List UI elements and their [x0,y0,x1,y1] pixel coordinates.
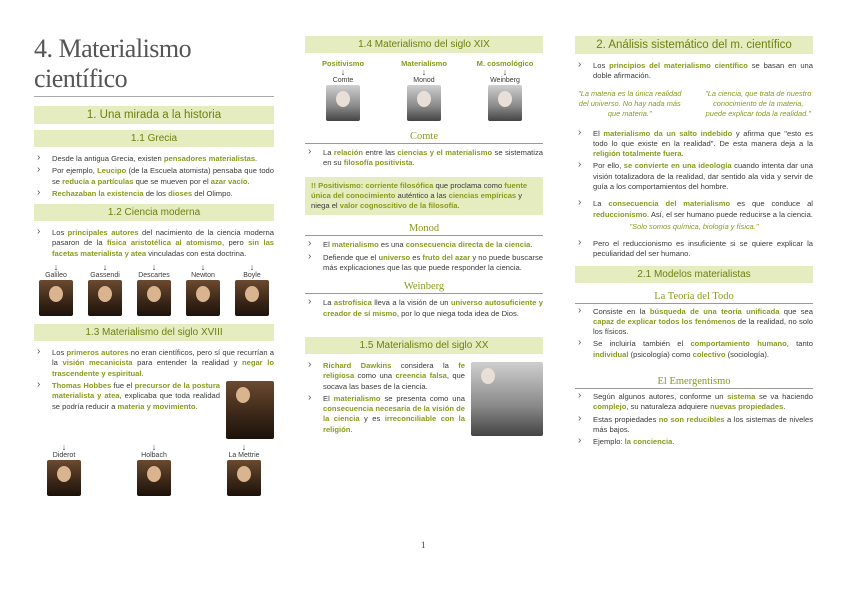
reduccionismo-list [575,199,813,220]
portrait-image [186,280,220,316]
grecia-list [34,154,274,199]
quote-quimica: "Solo somos química, biología y física." [629,221,759,231]
section-heading-1: 1. Una mirada a la historia [34,106,274,124]
list-item: › Thomas Hobbes fue el precursor de la postura materialista y atea, explicaba que toda realidad se podría reducir a materia y movimiento. [34,381,274,412]
list-item: › El materialismo da un salto indebido y afirma que "esto es todo lo que existe en la realidad". De esta manera deja a la religión totalmente fuera. [575,129,813,160]
list-item: › La consecuencia del materialismo es que conduce al reduccionismo. Así, el ser humano puede reducirse a la ciencia. [575,199,813,220]
page-number: 1 [421,540,426,550]
comte-heading: Comte [305,131,543,144]
list-item: › Por ello, se convierte en una ideología cuando intenta dar una visión totalizadora de la realidad, dar sentido ala vida y servir de guía a los comportamientos del hombre. [575,161,813,192]
portrait-image [407,85,441,121]
section-heading-1-2: 1.2 Ciencia moderna [34,204,274,221]
column-3 [575,30,813,450]
teoria-todo-heading: La Teoría del Todo [575,291,813,304]
authors-row [34,443,274,496]
scientist-gassendi: ↓ Gassendi [83,263,127,316]
list-item: › Richard Dawkins considera la fe religiosa como una creencia falsa, que socava las bases de la ciencia. [305,361,543,392]
list-item: › Consiste en la búsqueda de una teoría unificada que sea capaz de explicar todos los fenómenos de la realidad, no solo los físicos. [575,307,813,338]
weinberg-list [305,298,543,319]
list-item: › Por ejemplo, Leucipo (de la Escuela atomista) pensaba que todo se reducía a partículas que se mueven por el azar vacío. [34,166,274,187]
current-m-cosmologico: M. cosmológico ↓ Weinberg [475,59,535,121]
intro-list [575,61,813,82]
column-2 [305,30,543,437]
analysis-list [575,129,813,193]
hobbes-portrait [226,381,274,439]
portrait-image [137,460,171,496]
emergentismo-heading: El Emergentismo [575,376,813,389]
portrait-image [235,280,269,316]
section-heading-1-3: 1.3 Materialismo del siglo XVIII [34,324,274,341]
section-heading-2: 2. Análisis sistemático del m. científico [575,36,813,54]
list-item: › La astrofísica lleva a la visión de un universo autosuficiente y creador de sí mismo, por lo que niega toda idea de Dios. [305,298,543,319]
page-title: 4. Materialismo científico [34,34,274,97]
scientist-descartes: ↓ Descartes [132,263,176,316]
list-item: › Desde la antigua Grecia, existen pensadores materialistas. [34,154,274,164]
comte-list [305,148,543,169]
portrait-image [137,280,171,316]
teoria-todo-list [575,307,813,360]
scientist-newton: ↓ Newton [181,263,225,316]
currents-row [305,59,543,121]
portrait-image [39,280,73,316]
list-item: › Según algunos autores, conforme un sistema se va haciendo complejo, su naturaleza adquiere nuevas propiedades. [575,392,813,413]
section-heading-2-1: 2.1 Modelos materialistas [575,266,813,283]
list-item: › Estas propiedades no son reducibles a los sistemas de niveles más bajos. [575,415,813,436]
section-heading-1-1: 1.1 Grecia [34,130,274,147]
current-positivismo: Positivismo ↓ Comte [313,59,373,121]
xviii-list [34,348,274,412]
monod-list [305,240,543,273]
portrait-image [47,460,81,496]
scientists-row [34,263,274,316]
list-item: › Pero el reduccionismo es insuficiente si se quiere explicar la peculiaridad del ser humano. [575,239,813,260]
scientist-boyle: ↓ Boyle [230,263,274,316]
list-item: › Los principales autores del nacimiento de la ciencia moderna pasaron de la física aristotélica al atomismo, pero sin las facetas materialista y atea vinculadas con esta doctrina. [34,228,274,259]
list-item: › Los principios del materialismo científico se basan en una doble afirmación. [575,61,813,82]
list-item: › Se incluiría también el comportamiento humano, tanto individual (psicología) como colectivo (sociología). [575,339,813,360]
list-item: › Ejemplo: la conciencia. [575,437,813,447]
current-materialismo: Materialismo ↓ Monod [394,59,454,121]
list-item: › Rechazaban la existencia de los dioses del Olimpo. [34,189,274,199]
section-heading-1-5: 1.5 Materialismo del siglo XX [305,337,543,354]
section-heading-1-4: 1.4 Materialismo del siglo XIX [305,36,543,53]
positivismo-note: !! Positivismo: corriente filosófica que proclama como fuente única del conocimiento auténtico a las ciencias empíricas y niega el valor cognoscitivo de la filosofía. [305,177,543,216]
scientist-galileo: ↓ Galileo [34,263,78,316]
quotes-row [575,89,813,119]
portrait-image [88,280,122,316]
moderna-list [34,228,274,259]
list-item: › Los primeros autores no eran científicos, pero sí que recurrían a la visión mecanicista para entender la realidad y negar lo trascendente y espiritual. [34,348,274,379]
monod-heading: Monod [305,223,543,236]
portrait-image [488,85,522,121]
list-item: › El materialismo es una consecuencia directa de la ciencia. [305,240,543,250]
quote-ciencia: "La ciencia, que trata de nuestro conocimiento de la materia, puede explicar toda la realidad." [705,88,812,118]
author-holbach: ↓ Holbach [132,443,176,496]
xx-list [305,361,543,435]
emergentismo-list [575,392,813,447]
author-diderot: ↓ Diderot [42,443,86,496]
column-1 [34,30,274,496]
insuficiente-list [575,239,813,260]
portrait-image [227,460,261,496]
list-item: › Defiende que el universo es fruto del azar y no puede buscarse más explicaciones que las que puede responder la ciencia. [305,253,543,274]
list-item: › La relación entre las ciencias y el materialismo se sistematiza en su filosofía positivista. [305,148,543,169]
weinberg-heading: Weinberg [305,281,543,294]
author-la-mettrie: ↓ La Mettrie [222,443,266,496]
quote-materia: "La materia es la única realidad del universo. No hay nada más que materia." [578,88,682,118]
list-item: › El materialismo se presenta como una consecuencia necesaria de la visión de la ciencia y es irreconciliable con la religión. [305,394,543,435]
portrait-image [326,85,360,121]
